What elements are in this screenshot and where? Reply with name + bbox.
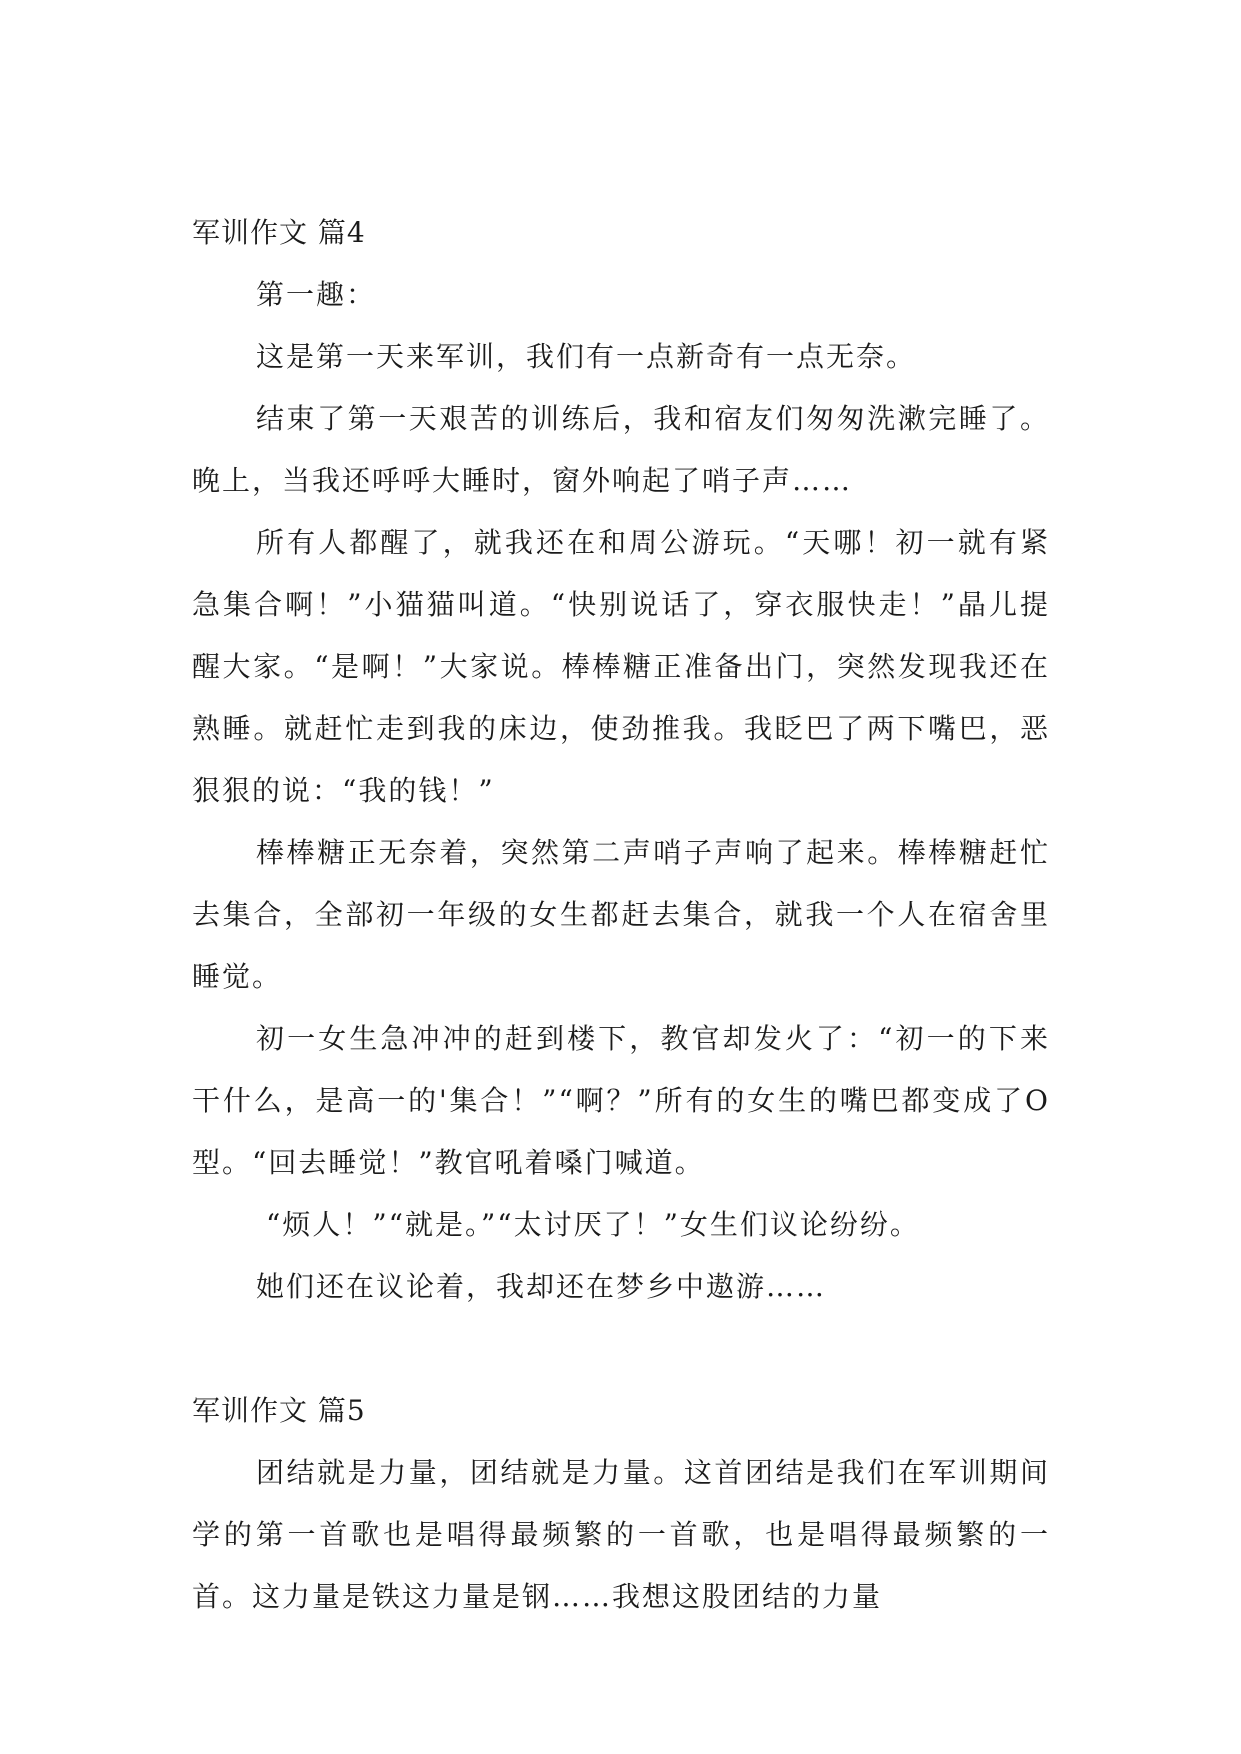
- essay-4-paragraph-1: 第一趣：: [256, 278, 377, 311]
- essay-4-paragraph-8: 她们还在议论着，我却还在梦乡中遨游……: [256, 1270, 827, 1303]
- essay-4-paragraph-4: 所有人都醒了，就我还在和周公游玩。“天哪！初一就有紧急集合啊！”小猫猫叫道。“快别说话了，穿衣服快走！”晶儿提醒大家。“是啊！”大家说。棒棒糖正准备出门，突然发现我还在熟睡。就赶忙走到我的床边，使劲推我。我眨巴了两下嘴巴，恶狠狠的说：“我的钱！”: [192, 526, 1050, 807]
- essay-4-paragraph-5: 棒棒糖正无奈着，突然第二声哨子声响了起来。棒棒糖赶忙去集合，全部初一年级的女生都赶去集合，就我一个人在宿舍里睡觉。: [192, 836, 1050, 993]
- essay-4-title: 军训作文 篇4: [192, 216, 366, 249]
- essay-4-paragraph-3: 结束了第一天艰苦的训练后，我和宿友们匆匆洗漱完睡了。晚上，当我还呼呼大睡时，窗外响起了哨子声……: [192, 402, 1050, 497]
- essay-4-paragraph-7: “烦人！”“就是。”“太讨厌了！”女生们议论纷纷。: [266, 1208, 920, 1241]
- essay-5-title: 军训作文 篇5: [192, 1394, 366, 1427]
- essay-5-paragraph-1: 团结就是力量，团结就是力量。这首团结是我们在军训期间学的第一首歌也是唱得最频繁的一首歌，也是唱得最频繁的一首。这力量是铁这力量是钢……我想这股团结的力量: [192, 1456, 1050, 1613]
- essay-4-paragraph-2: 这是第一天来军训，我们有一点新奇有一点无奈。: [256, 340, 917, 373]
- essay-4-paragraph-6: 初一女生急冲冲的赶到楼下，教官却发火了：“初一的下来干什么，是高一的'集合！”“啊？”所有的女生的嘴巴都变成了O型。“回去睡觉！”教官吼着嗓门喊道。: [192, 1022, 1050, 1179]
